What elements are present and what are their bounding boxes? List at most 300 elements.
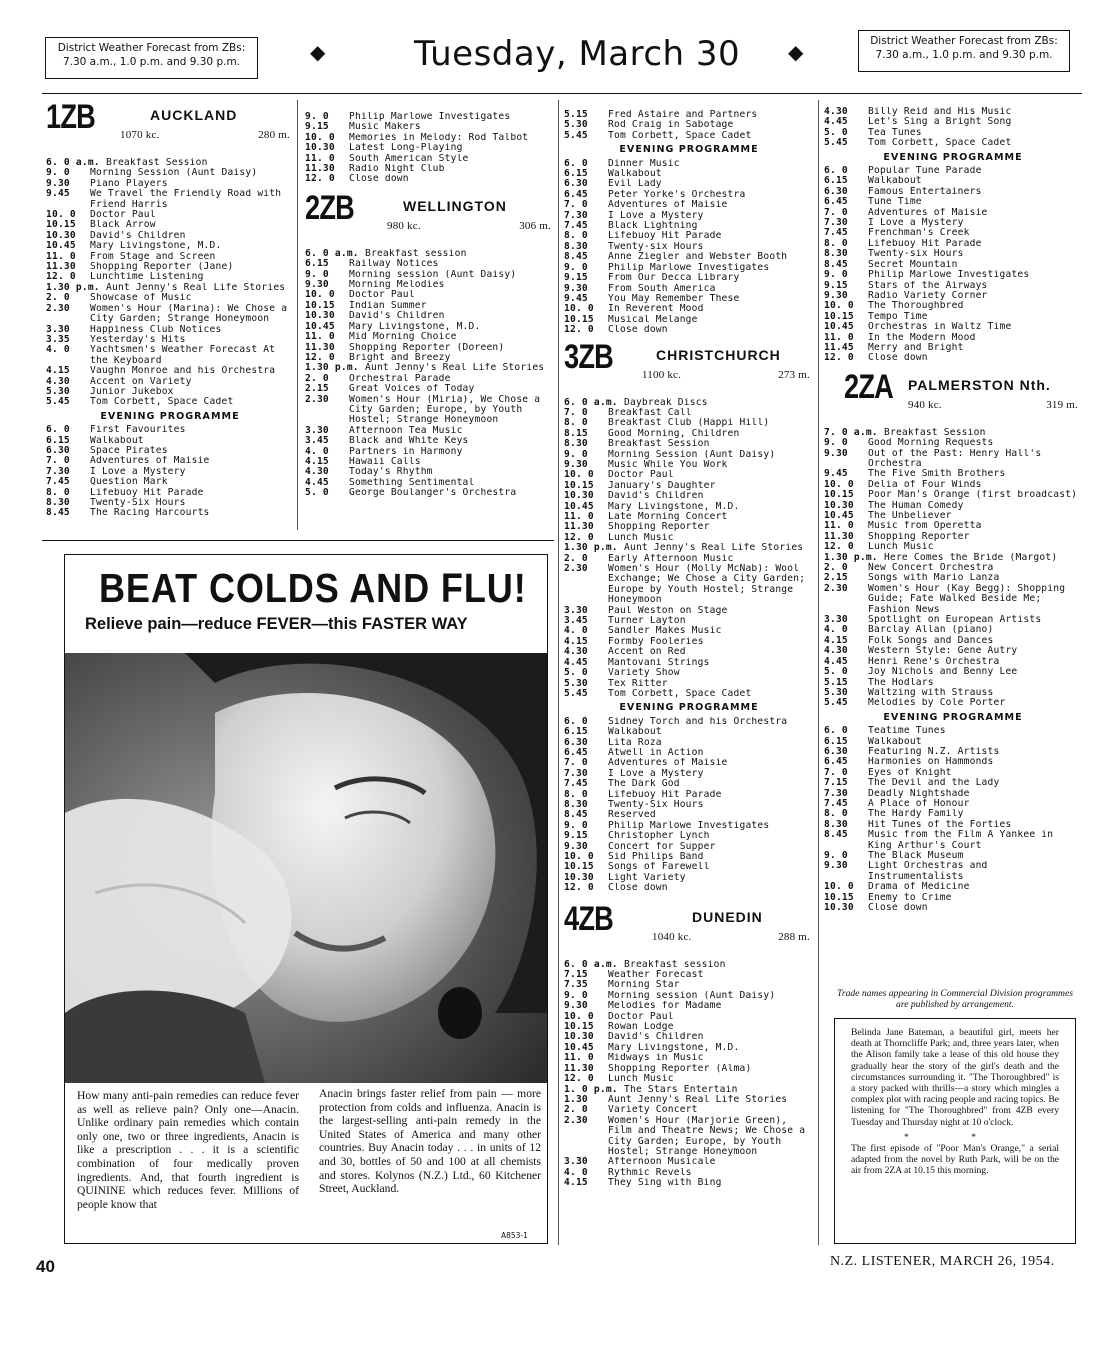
schedule-time: 3.30 <box>46 323 70 335</box>
station-city: AUCKLAND <box>150 107 238 123</box>
schedule-time: 3.30 <box>824 614 848 626</box>
schedule-time: 6.30 <box>564 736 588 748</box>
schedule-row <box>46 377 294 387</box>
schedule-programme: Light Orchestras and Instrumentalists <box>868 861 988 882</box>
schedule-row <box>564 1085 814 1095</box>
diamond-icon: ◆ <box>788 40 804 64</box>
schedule-programme: Walkabout <box>608 727 662 738</box>
schedule-time: 6.15 <box>564 726 588 738</box>
schedule-time: 10.30 <box>564 490 594 502</box>
schedule-programme: Adventures of Maisie <box>90 456 210 467</box>
schedule-time: 6.15 <box>46 434 70 446</box>
schedule-time: 1. 0 p.m. <box>564 1083 618 1095</box>
schedule-time: 1.30 p.m. <box>305 362 359 374</box>
station-city: PALMERSTON Nth. <box>908 376 1051 393</box>
schedule-row <box>564 450 814 460</box>
schedule-time: 7.30 <box>46 465 70 477</box>
schedule-time: 3.35 <box>46 333 70 345</box>
schedule-programme: Twenty-six Hours <box>868 249 964 260</box>
schedule-row <box>824 501 1082 511</box>
schedule-list <box>46 158 294 408</box>
schedule-time: 7. 0 <box>564 199 588 211</box>
schedule-programme: Light Variety <box>608 872 686 883</box>
schedule-programme: Adventures of Maisie <box>868 207 988 218</box>
schedule-programme: Sid Philips Band <box>608 852 704 862</box>
schedule-programme: David's Children <box>608 491 704 502</box>
schedule-programme: Peter Yorke's Orchestra <box>608 189 746 200</box>
schedule-time: 7.45 <box>46 476 70 488</box>
schedule-time: 9.45 <box>46 188 70 200</box>
schedule-row <box>564 460 814 470</box>
schedule-time: 9. 0 <box>564 989 588 1001</box>
schedule-programme: A Place of Honour <box>868 798 970 809</box>
schedule-time: 2. 0 <box>46 292 70 304</box>
weather-box-right <box>858 30 1070 72</box>
schedule-time: 8.45 <box>824 258 848 270</box>
schedule-programme: The Dark God <box>608 779 680 790</box>
schedule-time: 5. 0 <box>824 666 848 678</box>
schedule-time: 11. 0 <box>564 511 594 522</box>
schedule-row <box>46 252 294 262</box>
schedule-programme: Morning Star <box>608 980 680 991</box>
schedule-row <box>824 239 1082 249</box>
schedule-programme: Billy Reid and His Music <box>868 107 1012 117</box>
schedule-programme: Adventures of Maisie <box>608 758 728 769</box>
schedule-row <box>824 312 1082 322</box>
schedule-row <box>46 436 294 446</box>
schedule-time: 7.45 <box>824 797 848 809</box>
schedule-row <box>305 174 555 184</box>
weather-line: 7.30 a.m., 1.0 p.m. and 9.30 p.m. <box>62 56 241 68</box>
schedule-programme: Lunch Music <box>608 532 674 543</box>
schedule-programme: Merry and Bright <box>868 342 964 353</box>
schedule-programme: Variety Concert <box>608 1105 698 1116</box>
schedule-row <box>564 294 814 304</box>
schedule-row <box>564 491 814 501</box>
schedule-time: 4.30 <box>824 106 848 117</box>
schedule-programme: Shopping Reporter <box>608 522 710 533</box>
schedule-time: 8.30 <box>824 818 848 830</box>
schedule-programme: Partners in Harmony <box>349 446 463 457</box>
schedule-programme: In the Modern Mood <box>868 332 976 343</box>
schedule-time: 6.45 <box>824 756 848 768</box>
station-city: DUNEDIN <box>692 908 763 925</box>
schedule-programme: George Boulanger's Orchestra <box>349 488 517 499</box>
schedule-time: 5. 0 <box>305 487 329 499</box>
schedule-programme: Deadly Nightshade <box>868 788 970 799</box>
schedule-time: 2. 0 <box>564 1104 588 1116</box>
schedule-time: 1.30 p.m. <box>564 542 618 554</box>
schedule-programme: Music While You Work <box>608 459 728 470</box>
schedule-row <box>46 425 294 435</box>
schedule-row <box>46 262 294 272</box>
schedule-row <box>305 270 555 280</box>
schedule-row <box>824 270 1082 280</box>
station-header-1zb <box>46 98 294 158</box>
schedule-programme: Close down <box>868 903 928 914</box>
schedule-row <box>564 1168 814 1178</box>
schedule-programme: Teatime Tunes <box>868 726 946 737</box>
column-3zb <box>564 110 814 1189</box>
schedule-time: 5. 0 <box>824 126 848 138</box>
schedule-programme: Barclay Allan (piano) <box>868 625 994 636</box>
schedule-time: 11.45 <box>824 341 854 353</box>
schedule-time: 7. 0 <box>564 757 588 769</box>
schedule-time: 1.30 p.m. <box>824 551 878 563</box>
schedule-programme: Songs of Farewell <box>608 862 710 873</box>
schedule-row <box>564 110 814 120</box>
schedule-programme: Doctor Paul <box>608 470 674 481</box>
schedule-programme: Junior Jukebox <box>90 386 174 397</box>
schedule-row <box>824 678 1082 688</box>
schedule-row <box>46 477 294 487</box>
schedule-row <box>824 809 1082 819</box>
schedule-programme: Poor Man's Orange (first broadcast) <box>868 490 1078 501</box>
schedule-row <box>824 187 1082 197</box>
schedule-row <box>564 873 814 883</box>
schedule-programme: Doctor Paul <box>608 1011 674 1022</box>
schedule-row <box>305 143 555 153</box>
schedule-row <box>564 883 814 893</box>
schedule-programme: Morning Session (Aunt Daisy) <box>90 168 258 179</box>
schedule-time: 5.45 <box>824 137 848 149</box>
schedule-programme: Radio Night Club <box>349 164 445 175</box>
schedule-time: 10. 0 <box>46 209 76 221</box>
schedule-row <box>824 903 1082 913</box>
schedule-programme: Lunchtime Listening <box>90 272 204 283</box>
schedule-programme: Tom Corbett, Space Cadet <box>868 138 1012 149</box>
schedule-time: 2.15 <box>305 383 329 395</box>
schedule-time: 10.15 <box>824 891 854 903</box>
schedule-time: 4. 0 <box>305 445 329 457</box>
schedule-time: 9.15 <box>305 121 329 133</box>
schedule-time: 8. 0 <box>824 808 848 820</box>
schedule-programme: Walkabout <box>608 169 662 180</box>
schedule-programme: Good Morning Requests <box>868 438 994 449</box>
schedule-programme: Close down <box>608 325 668 336</box>
schedule-row <box>305 301 555 311</box>
schedule-programme: Lifebuoy Hit Parade <box>608 231 722 242</box>
schedule-time: 6. 0 <box>46 424 70 436</box>
schedule-time: 2.30 <box>46 302 70 314</box>
schedule-programme: Vaughn Monroe and his Orchestra <box>90 366 276 377</box>
schedule-row <box>564 1001 814 1011</box>
schedule-programme: Henri Rene's Orchestra <box>868 656 1000 667</box>
schedule-time: 10. 0 <box>564 303 594 315</box>
schedule-programme: Aunt Jenny's Real Life Stories <box>106 282 286 293</box>
schedule-time: 9.15 <box>564 830 588 842</box>
schedule-programme: Afternoon Musicale <box>608 1157 716 1168</box>
schedule-time: 5.30 <box>46 385 70 397</box>
schedule-time: 7.45 <box>564 220 588 232</box>
schedule-row <box>305 436 555 446</box>
schedule-programme: Something Sentimental <box>349 477 475 488</box>
schedule-time: 2.30 <box>305 393 329 405</box>
header-rule <box>42 93 1082 94</box>
schedule-time: 8.15 <box>564 427 588 439</box>
schedule-programme: The Five Smith Brothers <box>868 469 1006 480</box>
schedule-time: 10.30 <box>305 310 335 322</box>
schedule-programme: Daybreak Discs <box>624 397 708 408</box>
schedule-programme: The Black Museum <box>868 851 964 861</box>
schedule-row <box>564 522 814 532</box>
schedule-time: 11.30 <box>564 521 594 533</box>
schedule-row <box>46 345 294 366</box>
schedule-row <box>305 249 555 259</box>
schedule-time: 1.30 <box>564 1093 588 1105</box>
schedule-row <box>824 747 1082 757</box>
schedule-row <box>46 179 294 189</box>
schedule-programme: Philip Marlowe Investigates <box>608 820 770 831</box>
schedule-time: 10.45 <box>305 320 335 332</box>
schedule-row <box>564 470 814 480</box>
schedule-row <box>564 769 814 779</box>
schedule-time: 10.30 <box>824 499 854 511</box>
schedule-row <box>824 861 1082 882</box>
schedule-time: 7.35 <box>564 979 588 991</box>
promo-paragraph: The first episode of "Poor Man's Orange," a serial adapted from the novel by Ruth Park, will be on the air from 2ZA at 10.15 this morning. <box>851 1143 1059 1177</box>
schedule-list <box>305 112 555 185</box>
schedule-row <box>824 490 1082 500</box>
schedule-programme: You May Remember These <box>608 293 740 304</box>
woman-sneezing-illustration <box>65 653 547 1083</box>
schedule-row <box>564 190 814 200</box>
schedule-row <box>564 1043 814 1053</box>
schedule-programme: Philip Marlowe Investigates <box>868 270 1030 281</box>
ad-body-right: Anacin brings faster relief from pain — more protection from colds and influenza. Anacin is the largest-selling anti-pain remedy in the United States of America and many other countries. Buy Anacin today . . . in units of 12 and 30, bottles of 50 and 100 at all chemists and stores. Kolynos (N.Z.) Ltd., 60 Kitchener Street, Auckland. <box>319 1087 541 1196</box>
schedule-row <box>46 467 294 477</box>
schedule-programme: Women's Hour (Marjorie Green), Film and Theatre News; We Chose a City Garden; Europe, by Youth Hostel; Strange Honeymoon <box>608 1115 806 1157</box>
schedule-time: 6.15 <box>305 258 329 270</box>
schedule-programme: Close down <box>868 353 928 364</box>
schedule-row <box>564 862 814 872</box>
schedule-programme: Breakfast Session <box>106 158 208 168</box>
schedule-time: 11. 0 <box>824 520 854 532</box>
schedule-programme: Mid Morning Choice <box>349 332 457 343</box>
column-2zb <box>305 112 555 499</box>
schedule-row <box>564 1074 814 1084</box>
schedule-list <box>824 726 1082 913</box>
schedule-programme: They Sing with Bing <box>608 1178 722 1189</box>
schedule-programme: Shopping Reporter <box>868 531 970 542</box>
schedule-programme: Indian Summer <box>349 300 427 311</box>
schedule-time: 9.30 <box>824 289 848 301</box>
schedule-row <box>824 820 1082 830</box>
schedule-row <box>305 447 555 457</box>
schedule-time: 4.15 <box>564 635 588 647</box>
schedule-time: 4. 0 <box>824 624 848 636</box>
schedule-programme: Harmonies on Hammonds <box>868 757 994 768</box>
schedule-row <box>46 189 294 210</box>
schedule-time: 2. 0 <box>305 372 329 384</box>
schedule-row <box>564 502 814 512</box>
schedule-row <box>824 511 1082 521</box>
schedule-row <box>824 563 1082 573</box>
schedule-time: 12. 0 <box>564 324 594 336</box>
schedule-row <box>564 179 814 189</box>
schedule-time: 8.30 <box>564 240 588 252</box>
schedule-row <box>46 335 294 345</box>
schedule-time: 8.30 <box>564 438 588 450</box>
schedule-programme: Walkabout <box>868 176 922 187</box>
schedule-row <box>564 831 814 841</box>
schedule-row <box>564 325 814 335</box>
schedule-programme: Black Arrow <box>90 220 156 231</box>
schedule-time: 5.45 <box>46 396 70 408</box>
schedule-time: 7.45 <box>824 227 848 239</box>
schedule-programme: Out of the Past: Henry Hall's Orchestra <box>868 448 1042 469</box>
schedule-programme: Breakfast Session <box>884 427 986 438</box>
schedule-row <box>46 325 294 335</box>
station-call-sign: 1ZB <box>46 98 95 136</box>
schedule-programme: Turner Layton <box>608 616 686 627</box>
schedule-row <box>824 799 1082 809</box>
schedule-row <box>564 1105 814 1115</box>
schedule-row <box>46 283 294 293</box>
schedule-programme: Tea Tunes <box>868 127 922 138</box>
schedule-time: 5.15 <box>824 676 848 688</box>
schedule-time: 12. 0 <box>305 351 335 363</box>
schedule-programme: Shopping Reporter (Doreen) <box>349 342 505 353</box>
schedule-time: 7. 0 <box>824 206 848 218</box>
schedule-row <box>46 387 294 397</box>
schedule-programme: Variety Show <box>608 668 680 679</box>
schedule-row <box>564 1116 814 1158</box>
schedule-time: 9. 0 <box>305 111 329 122</box>
schedule-row <box>564 200 814 210</box>
schedule-programme: Secret Mountain <box>868 259 958 270</box>
schedule-row <box>824 893 1082 903</box>
schedule-row <box>305 343 555 353</box>
schedule-time: 12. 0 <box>305 173 335 185</box>
schedule-programme: Black Lightning <box>608 221 698 232</box>
schedule-programme: Shopping Reporter (Jane) <box>90 262 234 273</box>
ad-body-left: How many anti-pain remedies can reduce fever as well as relieve pain? Only one—Anacin. Unlike ordinary pain remedies which contain only one, two or three ingredients, Anacin is like a prescription . . . it is a scientific combination of four medically proven ingredients. And, that fourth ingredient is QUININE which reduces fever. Millions of people know that <box>77 1089 299 1211</box>
schedule-time: 5.15 <box>564 109 588 120</box>
schedule-row <box>824 176 1082 186</box>
schedule-row <box>305 374 555 384</box>
schedule-row <box>824 688 1082 698</box>
schedule-programme: Breakfast Club (Happi Hill) <box>608 418 770 429</box>
schedule-row <box>564 689 814 699</box>
station-city: CHRISTCHURCH <box>656 346 781 363</box>
schedule-programme: Twenty-six Hours <box>608 241 704 252</box>
schedule-list <box>824 428 1082 709</box>
schedule-programme: January's Daughter <box>608 480 716 491</box>
schedule-time: 10.45 <box>564 1041 594 1053</box>
schedule-row <box>564 800 814 810</box>
schedule-programme: Aunt Jenny's Real Life Stories <box>608 1094 788 1105</box>
schedule-time: 10.15 <box>824 489 854 501</box>
schedule-row <box>564 315 814 325</box>
schedule-programme: Drama of Medicine <box>868 882 970 893</box>
schedule-time: 4.45 <box>305 476 329 488</box>
schedule-programme: Orchestras in Waltz Time <box>868 322 1012 333</box>
schedule-row <box>46 220 294 230</box>
schedule-time: 6.45 <box>824 196 848 208</box>
schedule-row <box>824 197 1082 207</box>
schedule-row <box>305 384 555 394</box>
schedule-programme: Close down <box>349 174 409 185</box>
schedule-time: 4.30 <box>46 375 70 387</box>
schedule-time: 6.15 <box>824 175 848 187</box>
schedule-list <box>564 159 814 336</box>
schedule-row <box>564 1095 814 1105</box>
schedule-time: 8. 0 <box>824 237 848 249</box>
schedule-time: 10.30 <box>305 142 335 154</box>
schedule-row <box>46 397 294 407</box>
schedule-row <box>305 426 555 436</box>
schedule-row <box>305 467 555 477</box>
schedule-programme: Showcase of Music <box>90 293 192 304</box>
schedule-programme: Women's Hour (Marina): We Chose a City Garden; Strange Honeymoon <box>90 303 288 325</box>
schedule-time: 12. 0 <box>564 882 594 894</box>
schedule-time: 8.45 <box>46 507 70 519</box>
schedule-programme: Popular Tune Parade <box>868 166 982 177</box>
schedule-time: 11. 0 <box>305 152 335 164</box>
schedule-row <box>564 1064 814 1074</box>
schedule-programme: Atwell in Action <box>608 747 704 758</box>
schedule-programme: Lifebuoy Hit Parade <box>868 238 982 249</box>
schedule-programme: Enemy to Crime <box>868 892 952 903</box>
schedule-time: 11.30 <box>564 1062 594 1074</box>
schedule-row <box>564 738 814 748</box>
schedule-time: 5.30 <box>564 677 588 689</box>
schedule-time: 4. 0 <box>564 625 588 637</box>
station-frequency: 980 kc. <box>387 219 421 232</box>
schedule-time: 5.45 <box>564 129 588 141</box>
schedule-programme: David's Children <box>90 230 186 241</box>
schedule-row <box>564 273 814 283</box>
schedule-time: 12. 0 <box>564 1073 594 1085</box>
schedule-programme: Women's Hour (Kay Begg): Shopping Guide; Fate Walked Beside Me; Fashion News <box>868 583 1066 615</box>
schedule-time: 9.15 <box>824 279 848 291</box>
schedule-time: 10.45 <box>564 500 594 512</box>
schedule-row <box>824 625 1082 635</box>
schedule-row <box>564 1022 814 1032</box>
schedule-time: 4. 0 <box>46 344 70 356</box>
schedule-programme: The Unbeliever <box>868 511 952 521</box>
schedule-row <box>564 1157 814 1167</box>
schedule-time: 3.30 <box>564 604 588 616</box>
schedule-programme: Rowan Lodge <box>608 1022 674 1033</box>
schedule-row <box>46 446 294 456</box>
schedule-row <box>824 789 1082 799</box>
schedule-time: 4.45 <box>564 656 588 668</box>
schedule-row <box>564 398 814 408</box>
schedule-programme: Weather Forecast <box>608 970 704 981</box>
schedule-time: 4.15 <box>46 365 70 377</box>
schedule-row <box>824 428 1082 438</box>
schedule-programme: Sandler Makes Music <box>608 626 722 637</box>
schedule-time: 10.15 <box>46 219 76 231</box>
schedule-programme: Breakfast session <box>365 248 467 259</box>
schedule-programme: Eyes of Knight <box>868 767 952 778</box>
station-wavelength: 306 m. <box>519 219 551 232</box>
schedule-programme: Lifebuoy Hit Parade <box>608 789 722 800</box>
station-frequency: 1070 kc. <box>120 129 160 141</box>
schedule-time: 8.45 <box>564 809 588 821</box>
schedule-programme: Breakfast Call <box>608 407 692 418</box>
schedule-programme: Rod Craig in Sabotage <box>608 120 734 131</box>
schedule-time: 10.15 <box>305 299 335 311</box>
schedule-programme: Tex Ritter <box>608 678 668 689</box>
schedule-row <box>564 554 814 564</box>
schedule-time: 11. 0 <box>564 1052 594 1064</box>
schedule-programme: Western Style: Gene Autry <box>868 646 1018 657</box>
schedule-row <box>305 259 555 269</box>
schedule-programme: Breakfast session <box>624 959 726 970</box>
